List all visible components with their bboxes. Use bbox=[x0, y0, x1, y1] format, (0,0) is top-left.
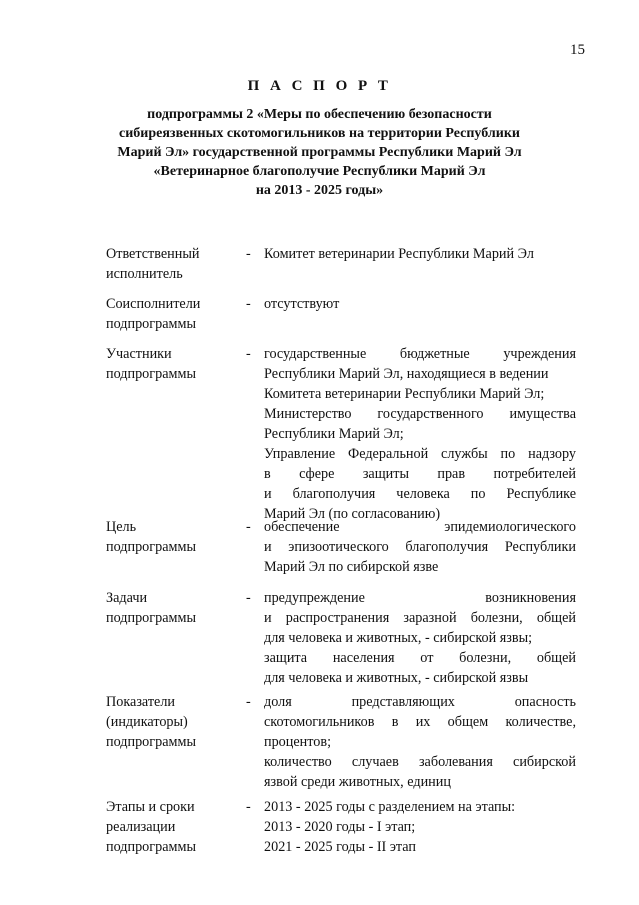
subtitle-line: на 2013 - 2025 годы» bbox=[255, 183, 384, 198]
row-value-line: доля представляющих опасность bbox=[264, 694, 576, 710]
row-value-line: защита населения от болезни, общей bbox=[264, 650, 576, 666]
row-value-line: для человека и животных, - сибирской язвы; bbox=[264, 630, 533, 646]
row-value-line: Комитет ветеринарии Республики Марий Эл bbox=[264, 246, 534, 262]
row-value-line: язвой среди животных, единиц bbox=[264, 774, 451, 790]
row-value-line: Республики Марий Эл; bbox=[264, 426, 404, 442]
row-label-line: Показатели bbox=[106, 694, 176, 710]
row-value-line: Комитета ветеринарии Республики Марий Эл; bbox=[264, 386, 545, 402]
row-value bbox=[264, 588, 576, 688]
row-value-line: 2013 - 2020 годы - I этап; bbox=[264, 819, 416, 835]
row-value-line: государственные бюджетные учреждения bbox=[264, 346, 576, 362]
row-label-line: подпрограммы bbox=[106, 610, 196, 626]
row-value-line: Управление Федеральной службы по надзору bbox=[264, 446, 576, 462]
row-dash: - bbox=[246, 799, 251, 815]
row-label-line: Участники bbox=[106, 346, 172, 362]
row-value-line: отсутствуют bbox=[264, 296, 340, 312]
row-value-line: и распространения заразной болезни, общей bbox=[264, 610, 576, 626]
row-label-line: исполнитель bbox=[106, 266, 183, 282]
row-value-line: обеспечение эпидемиологического bbox=[264, 519, 576, 535]
subtitle-line: подпрограммы 2 «Меры по обеспечению безопасности bbox=[147, 107, 492, 122]
row-label-line: Цель bbox=[106, 519, 137, 535]
row-value bbox=[264, 797, 576, 857]
row-label bbox=[106, 797, 246, 857]
row-value-line: Марий Эл по сибирской язве bbox=[264, 559, 439, 575]
row-label-line: Этапы и сроки bbox=[106, 799, 195, 815]
document-title: П А С П О Р Т bbox=[247, 78, 392, 94]
row-label bbox=[106, 517, 246, 557]
row-value bbox=[264, 517, 576, 577]
row-label-line: Соисполнители bbox=[106, 296, 201, 312]
page-number: 15 bbox=[570, 42, 585, 58]
row-value bbox=[264, 244, 576, 264]
row-label-line: подпрограммы bbox=[106, 539, 196, 555]
row-label bbox=[106, 588, 246, 628]
row-value-line: Республики Марий Эл, находящиеся в ведении bbox=[264, 366, 549, 382]
row-value-line: Марий Эл (по согласованию) bbox=[264, 506, 441, 522]
subtitle-line: сибиреязвенных скотомогильников на территории Республики bbox=[119, 126, 520, 141]
document-subtitle bbox=[60, 105, 579, 200]
row-label bbox=[106, 294, 246, 334]
row-label-line: Ответственный bbox=[106, 246, 200, 262]
row-dash: - bbox=[246, 519, 251, 535]
row-value-line: и благополучия человека по Республике bbox=[264, 486, 576, 502]
row-label bbox=[106, 692, 246, 752]
row-dash: - bbox=[246, 346, 251, 362]
row-dash: - bbox=[246, 246, 251, 262]
row-label-line: подпрограммы bbox=[106, 734, 196, 750]
subtitle-line: Марий Эл» государственной программы Республики Марий Эл bbox=[117, 145, 522, 160]
row-value-line: 2013 - 2025 годы с разделением на этапы: bbox=[264, 799, 516, 815]
row-value-line: процентов; bbox=[264, 734, 332, 750]
row-dash: - bbox=[246, 590, 251, 606]
row-value-line: 2021 - 2025 годы - II этап bbox=[264, 839, 416, 855]
row-value-line: предупреждение возникновения bbox=[264, 590, 576, 606]
row-value-line: и эпизоотического благополучия Республики bbox=[264, 539, 576, 555]
row-value bbox=[264, 294, 576, 314]
row-label-line: Задачи bbox=[106, 590, 148, 606]
row-value bbox=[264, 692, 576, 792]
row-value-line: скотомогильников в их общем количестве, bbox=[264, 714, 576, 730]
subtitle-line: «Ветеринарное благополучие Республики Марий Эл bbox=[153, 164, 486, 179]
row-label-line: подпрограммы bbox=[106, 316, 196, 332]
row-value-line: количество случаев заболевания сибирской bbox=[264, 754, 576, 770]
row-value-line: в сфере защиты прав потребителей bbox=[264, 466, 576, 482]
row-value-line: Министерство государственного имущества bbox=[264, 406, 576, 422]
row-label-line: реализации bbox=[106, 819, 176, 835]
row-value-line: для человека и животных, - сибирской язвы bbox=[264, 670, 529, 686]
row-dash: - bbox=[246, 694, 251, 710]
row-label bbox=[106, 344, 246, 384]
row-label-line: подпрограммы bbox=[106, 839, 196, 855]
row-label-line: подпрограммы bbox=[106, 366, 196, 382]
row-label-line: (индикаторы) bbox=[106, 714, 188, 730]
row-value bbox=[264, 344, 576, 524]
row-label bbox=[106, 244, 246, 284]
row-dash: - bbox=[246, 296, 251, 312]
